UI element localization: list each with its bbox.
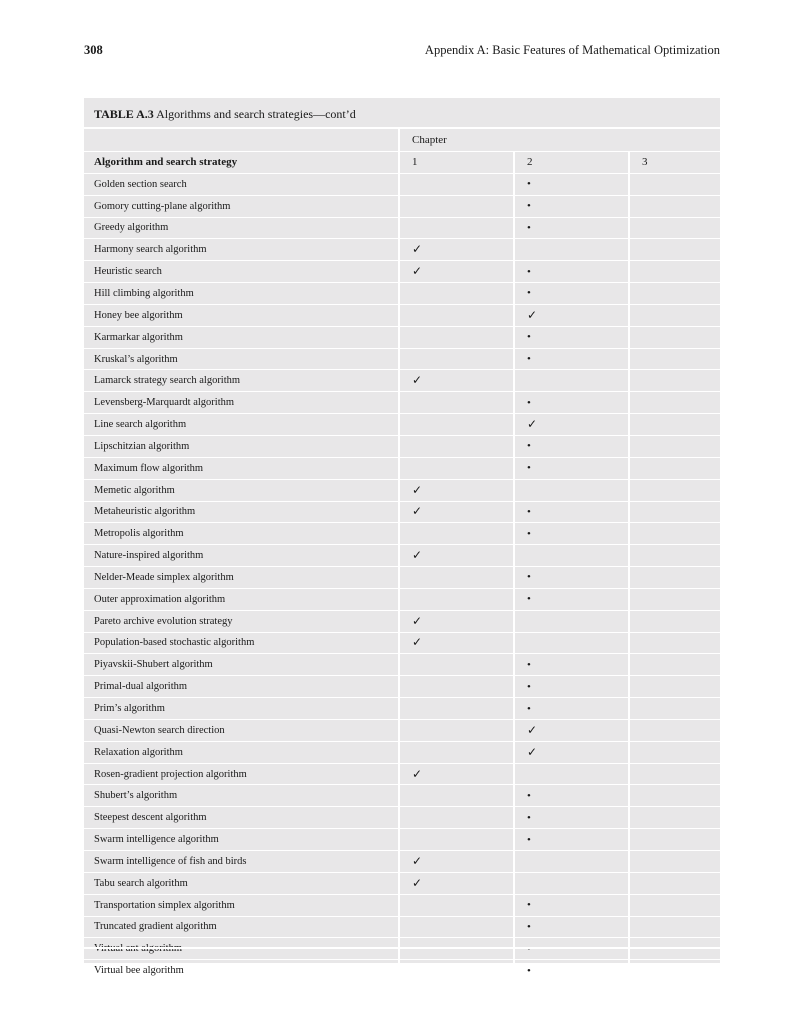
- chapter-3-mark: [629, 304, 720, 326]
- chapter-2-mark: •: [514, 829, 629, 851]
- algorithm-name: Levensberg-Marquardt algorithm: [84, 392, 399, 414]
- algorithm-name: Outer approximation algorithm: [84, 588, 399, 610]
- table-row: [84, 698, 720, 720]
- algorithm-name: Hill climbing algorithm: [84, 283, 399, 305]
- table-row: [84, 523, 720, 545]
- chapter-1-mark: [399, 894, 514, 916]
- table-row: [84, 654, 720, 676]
- chapter-3-mark: [629, 545, 720, 567]
- algorithm-name: Pareto archive evolution strategy: [84, 610, 399, 632]
- chapter-3-mark: [629, 588, 720, 610]
- chapter-1-mark: ✓: [399, 239, 514, 261]
- algorithm-name: Piyavskii-Shubert algorithm: [84, 654, 399, 676]
- algorithm-name: Greedy algorithm: [84, 217, 399, 239]
- table-row: [84, 304, 720, 326]
- chapter-2-mark: [514, 872, 629, 894]
- chapter-2-mark: [514, 851, 629, 873]
- chapter-2-mark: •: [514, 960, 629, 981]
- chapter-header-row: [84, 129, 720, 152]
- chapter-2-mark: •: [514, 567, 629, 589]
- chapter-2-mark: •: [514, 916, 629, 938]
- chapter-3-mark: [629, 414, 720, 436]
- table-row: [84, 763, 720, 785]
- table-title: Algorithms and search strategies—cont’d: [156, 107, 356, 121]
- chapter-3-header: 3: [629, 152, 720, 174]
- chapter-3-mark: [629, 523, 720, 545]
- chapter-3-mark: [629, 239, 720, 261]
- algorithm-name: Virtual bee algorithm: [84, 960, 399, 981]
- chapter-3-mark: [629, 501, 720, 523]
- chapter-2-mark: ✓: [514, 741, 629, 763]
- algorithm-name: Population-based stochastic algorithm: [84, 632, 399, 654]
- chapter-2-mark: •: [514, 698, 629, 720]
- chapter-1-mark: [399, 195, 514, 217]
- chapter-3-mark: [629, 261, 720, 283]
- chapter-3-mark: [629, 567, 720, 589]
- table-row: [84, 632, 720, 654]
- algorithm-name: Honey bee algorithm: [84, 304, 399, 326]
- chapter-1-mark: [399, 326, 514, 348]
- chapter-1-mark: [399, 588, 514, 610]
- chapter-3-mark: [629, 392, 720, 414]
- chapter-3-mark: [629, 741, 720, 763]
- chapter-2-mark: [514, 610, 629, 632]
- chapter-2-mark: [514, 632, 629, 654]
- chapter-header: Chapter: [399, 129, 720, 152]
- chapter-2-mark: •: [514, 283, 629, 305]
- table-body: [84, 173, 720, 981]
- chapter-1-mark: [399, 741, 514, 763]
- algorithm-name: Rosen-gradient projection algorithm: [84, 763, 399, 785]
- page-number: 308: [84, 43, 103, 57]
- chapter-3-mark: [629, 435, 720, 457]
- table-row: [84, 414, 720, 436]
- chapter-2-mark: [514, 239, 629, 261]
- chapter-2-mark: ✓: [514, 414, 629, 436]
- chapter-3-mark: [629, 283, 720, 305]
- table-row: [84, 588, 720, 610]
- chapter-1-mark: [399, 414, 514, 436]
- algorithm-name: Maximum flow algorithm: [84, 457, 399, 479]
- chapter-1-mark: ✓: [399, 763, 514, 785]
- algorithm-name: Truncated gradient algorithm: [84, 916, 399, 938]
- table-row: [84, 370, 720, 392]
- chapter-3-mark: [629, 348, 720, 370]
- algorithm-name: Swarm intelligence of fish and birds: [84, 851, 399, 873]
- chapter-1-mark: ✓: [399, 370, 514, 392]
- algorithm-name: Nelder-Meade simplex algorithm: [84, 567, 399, 589]
- chapter-1-mark: ✓: [399, 610, 514, 632]
- chapter-2-mark: •: [514, 261, 629, 283]
- chapter-1-mark: [399, 523, 514, 545]
- running-title: Appendix A: Basic Features of Mathematical Optimization: [424, 43, 720, 57]
- table-row: [84, 676, 720, 698]
- algorithm-name: Nature-inspired algorithm: [84, 545, 399, 567]
- algorithm-name: Memetic algorithm: [84, 479, 399, 501]
- chapter-3-mark: [629, 807, 720, 829]
- chapter-1-mark: ✓: [399, 872, 514, 894]
- chapter-3-mark: [629, 173, 720, 195]
- empty-header-cell: [84, 129, 399, 152]
- chapter-3-mark: [629, 785, 720, 807]
- chapter-1-mark: ✓: [399, 261, 514, 283]
- chapter-1-mark: [399, 719, 514, 741]
- chapter-2-mark: [514, 545, 629, 567]
- algorithms-table: [84, 98, 720, 977]
- chapter-1-mark: [399, 392, 514, 414]
- chapter-1-mark: ✓: [399, 545, 514, 567]
- table-row: [84, 567, 720, 589]
- chapter-3-mark: [629, 195, 720, 217]
- algorithm-name: Tabu search algorithm: [84, 872, 399, 894]
- chapter-2-header: 2: [514, 152, 629, 174]
- algorithm-name: Relaxation algorithm: [84, 741, 399, 763]
- algorithm-name: Lipschitzian algorithm: [84, 435, 399, 457]
- chapter-2-mark: ✓: [514, 304, 629, 326]
- algorithm-name: Transportation simplex algorithm: [84, 894, 399, 916]
- chapter-1-mark: [399, 785, 514, 807]
- chapter-1-mark: [399, 567, 514, 589]
- chapter-2-mark: •: [514, 501, 629, 523]
- chapter-1-mark: ✓: [399, 501, 514, 523]
- table-row: [84, 872, 720, 894]
- table-row: [84, 501, 720, 523]
- chapter-3-mark: [629, 829, 720, 851]
- chapter-1-mark: [399, 916, 514, 938]
- table-row: [84, 479, 720, 501]
- chapter-3-mark: [629, 763, 720, 785]
- chapter-1-mark: [399, 807, 514, 829]
- chapter-2-mark: [514, 370, 629, 392]
- table-row: [84, 741, 720, 763]
- algorithm-name: Heuristic search: [84, 261, 399, 283]
- chapter-2-mark: •: [514, 173, 629, 195]
- column-header-row: [84, 152, 720, 174]
- algorithm-name: Primal-dual algorithm: [84, 676, 399, 698]
- chapter-3-mark: [629, 894, 720, 916]
- chapter-2-mark: •: [514, 807, 629, 829]
- chapter-3-mark: [629, 479, 720, 501]
- chapter-3-mark: [629, 698, 720, 720]
- chapter-3-mark: [629, 872, 720, 894]
- table-row: [84, 283, 720, 305]
- algorithm-name: Metropolis algorithm: [84, 523, 399, 545]
- chapter-1-mark: ✓: [399, 851, 514, 873]
- table-row: [84, 195, 720, 217]
- chapter-1-mark: [399, 435, 514, 457]
- table-row: [84, 719, 720, 741]
- chapter-3-mark: [629, 326, 720, 348]
- algorithm-name: Kruskal’s algorithm: [84, 348, 399, 370]
- table-row: [84, 894, 720, 916]
- table-row: [84, 545, 720, 567]
- chapter-2-mark: •: [514, 195, 629, 217]
- table-row: [84, 173, 720, 195]
- chapter-1-mark: [399, 698, 514, 720]
- chapter-2-mark: •: [514, 348, 629, 370]
- chapter-3-mark: [629, 676, 720, 698]
- chapter-3-mark: [629, 851, 720, 873]
- chapter-3-mark: [629, 457, 720, 479]
- table-label: TABLE A.3: [94, 107, 154, 121]
- chapter-1-mark: [399, 217, 514, 239]
- table-row: [84, 610, 720, 632]
- chapter-2-mark: [514, 479, 629, 501]
- algorithm-name: Metaheuristic algorithm: [84, 501, 399, 523]
- algorithm-name: Quasi-Newton search direction: [84, 719, 399, 741]
- algorithm-name: Lamarck strategy search algorithm: [84, 370, 399, 392]
- chapter-1-mark: [399, 457, 514, 479]
- chapter-2-mark: [514, 763, 629, 785]
- chapter-2-mark: •: [514, 457, 629, 479]
- chapter-1-mark: [399, 348, 514, 370]
- algorithm-name: Golden section search: [84, 173, 399, 195]
- algorithm-name: Gomory cutting-plane algorithm: [84, 195, 399, 217]
- table-row: [84, 435, 720, 457]
- chapter-2-mark: •: [514, 676, 629, 698]
- algorithm-name: Prim’s algorithm: [84, 698, 399, 720]
- chapter-2-mark: •: [514, 894, 629, 916]
- algorithm-name: Harmony search algorithm: [84, 239, 399, 261]
- table-row: [84, 348, 720, 370]
- table-row: [84, 261, 720, 283]
- table-caption: [84, 98, 720, 129]
- chapter-3-mark: [629, 610, 720, 632]
- table-row: [84, 829, 720, 851]
- chapter-1-mark: [399, 304, 514, 326]
- table-row: [84, 217, 720, 239]
- table-row: [84, 916, 720, 938]
- chapter-2-mark: •: [514, 654, 629, 676]
- table-row: [84, 785, 720, 807]
- chapter-3-mark: [629, 370, 720, 392]
- chapter-1-mark: [399, 829, 514, 851]
- chapter-1-mark: [399, 283, 514, 305]
- chapter-1-mark: ✓: [399, 632, 514, 654]
- chapter-3-mark: [629, 719, 720, 741]
- chapter-2-mark: •: [514, 588, 629, 610]
- chapter-2-mark: ✓: [514, 719, 629, 741]
- chapter-2-mark: •: [514, 523, 629, 545]
- table-row: [84, 239, 720, 261]
- chapter-3-mark: [629, 916, 720, 938]
- row-header: Algorithm and search strategy: [84, 152, 399, 174]
- algorithm-name: Karmarkar algorithm: [84, 326, 399, 348]
- algorithm-name: Line search algorithm: [84, 414, 399, 436]
- chapter-1-mark: [399, 173, 514, 195]
- chapter-2-mark: •: [514, 392, 629, 414]
- chapter-2-mark: •: [514, 435, 629, 457]
- chapter-2-mark: •: [514, 326, 629, 348]
- chapter-2-mark: •: [514, 217, 629, 239]
- chapter-3-mark: [629, 632, 720, 654]
- chapter-1-mark: [399, 676, 514, 698]
- algorithm-name: Steepest descent algorithm: [84, 807, 399, 829]
- chapter-1-mark: [399, 654, 514, 676]
- table-row: [84, 326, 720, 348]
- table-grid: [84, 129, 720, 981]
- chapter-2-mark: •: [514, 785, 629, 807]
- algorithm-name: Shubert’s algorithm: [84, 785, 399, 807]
- chapter-2-mark: •: [514, 938, 629, 960]
- algorithm-name: Virtual ant algorithm: [84, 938, 399, 960]
- table-row: [84, 807, 720, 829]
- chapter-3-mark: [629, 654, 720, 676]
- algorithm-name: Swarm intelligence algorithm: [84, 829, 399, 851]
- chapter-3-mark: [629, 217, 720, 239]
- table-row: [84, 457, 720, 479]
- table-row: [84, 392, 720, 414]
- chapter-1-header: 1: [399, 152, 514, 174]
- table-footer-bar: [84, 947, 720, 963]
- chapter-1-mark: ✓: [399, 479, 514, 501]
- table-row: [84, 851, 720, 873]
